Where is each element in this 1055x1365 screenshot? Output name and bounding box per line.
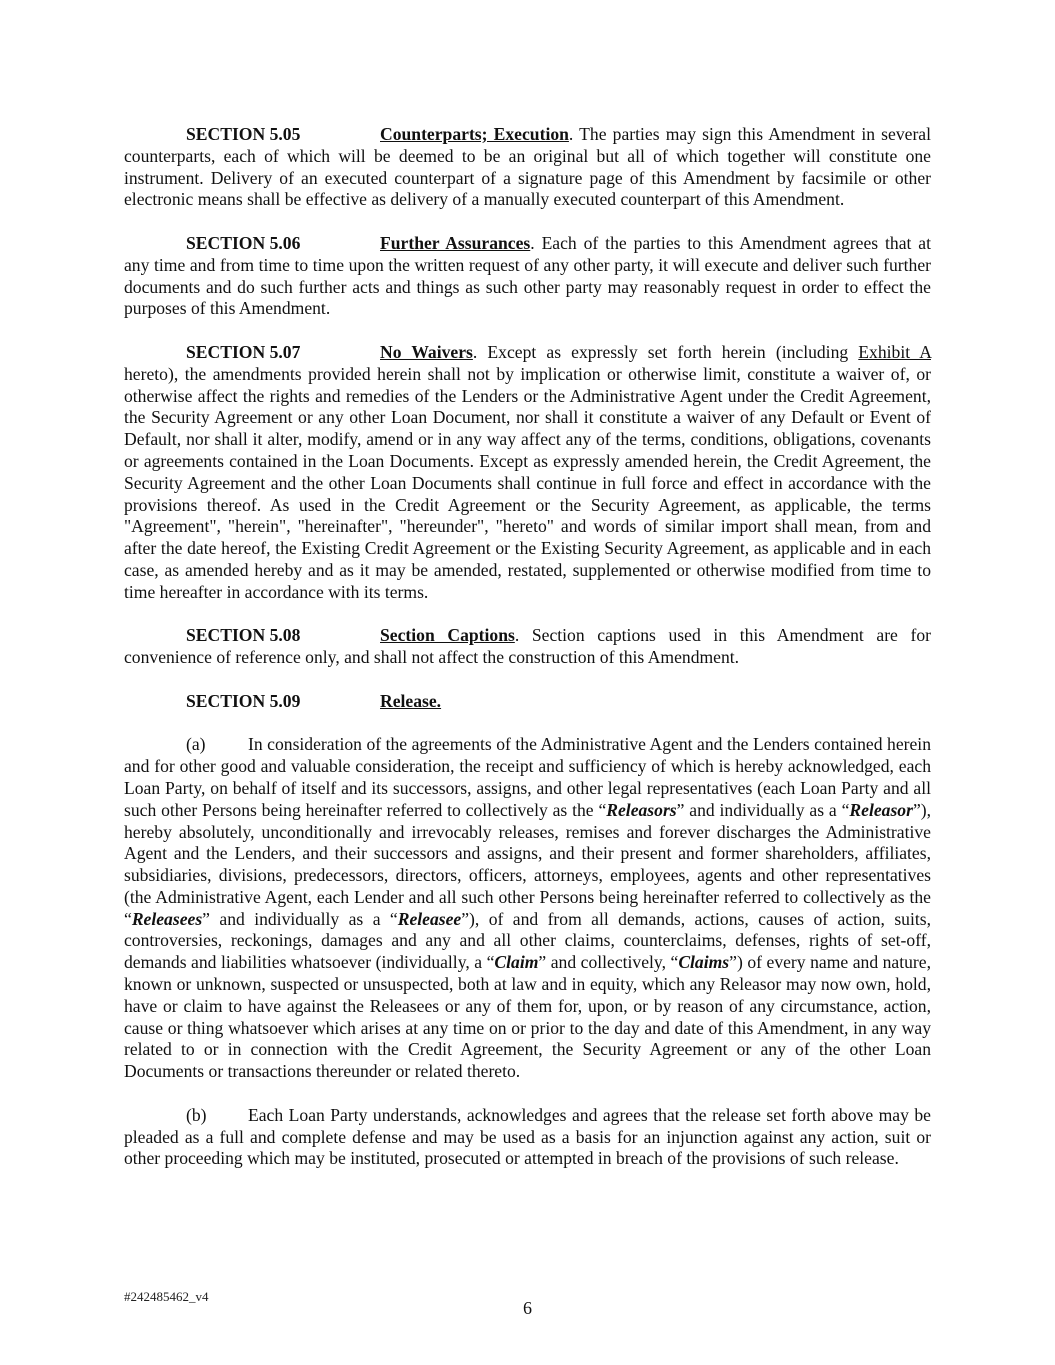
section-text: . Section captions used in this Amendment are for convenience of reference only, and shall not affect the construction of this Amendment.: [124, 625, 931, 668]
paragraph-text: ”) of every name and nature, known or unknown, suspected or unsuspected, both at law and in equity, which any Releasor may now own, hold, have or claim to have against the Releasees or any of them for, upon, or by reason of any circumstance, action, cause or thing whatsoever which arises at any time on or prior to the day and date of this Amendment, in any way related to or in connection with the Credit Agreement, the Security Agreement or any of the other Loan Documents or transactions thereunder or related thereto.: [124, 952, 931, 1082]
page-number: 6: [523, 1298, 532, 1318]
section-5-05: [124, 124, 931, 211]
section-number: SECTION 5.06: [186, 232, 301, 253]
document-body: [124, 124, 931, 1192]
paragraph-text: ”), hereby absolutely, unconditionally and irrevocably releases, remises and forever discharges the Administrative Agent and the Lenders, and their successors and assigns, and their present and former shareholders, affiliates, subsidiaries, divisions, predecessors, directors, officers, attorneys, employees, agents and other representatives (the Administrative Agent, each Lender and all such other Persons being hereinafter referred to collectively as the “: [124, 799, 932, 929]
section-number: SECTION 5.09: [186, 690, 301, 711]
exhibit-reference: Exhibit A: [858, 341, 931, 362]
section-number: SECTION 5.05: [186, 124, 301, 144]
section-number: SECTION 5.08: [186, 625, 301, 646]
section-title: Further Assurances: [380, 232, 531, 253]
defined-term: Releasors: [606, 799, 677, 820]
paragraph-text: ”), of and from all demands, actions, causes of action, suits, controversies, reckonings, damages and any and all other claims, counterclaims, defenses, rights of set-off, demands and liabilities whatsoever (individually, a “: [124, 908, 931, 973]
paragraph-a: [124, 734, 931, 1083]
defined-term: Claim: [494, 952, 539, 973]
defined-term: Releasor: [849, 799, 913, 820]
defined-term: Releasee: [397, 908, 462, 929]
paragraph-label: (a): [186, 734, 206, 755]
paragraph-text: ” and individually as a “: [202, 908, 398, 929]
section-5-08: [124, 625, 931, 669]
paragraph-text: ” and individually as a “: [676, 799, 850, 820]
paragraph-text: In consideration of the agreements of the Administrative Agent and the Lenders contained herein and for other good and valuable consideration, the receipt and sufficiency of which is hereby acknowledged, each Loan Party, on behalf of itself and its successors, assigns, and other legal representatives (each Loan Party and all such other Persons being hereinafter referred to collectively as the “: [124, 734, 931, 820]
defined-term: Releasees: [131, 908, 203, 929]
section-text: . The parties may sign this Amendment in several counterparts, each of which will be deemed to be an original but all of which together will constitute one instrument. Delivery of an executed counterpart of a signature page of this Amendment by facsimile or other electronic means shall be effective as delivery of a manually executed counterpart of this Amendment.: [124, 124, 931, 210]
section-title: Counterparts; Execution: [380, 124, 569, 144]
section-5-09: [124, 691, 931, 713]
section-text: . Except as expressly set forth herein (including: [472, 341, 859, 362]
paragraph-b: [124, 1105, 931, 1170]
section-number: SECTION 5.07: [186, 341, 301, 362]
section-text: hereto), the amendments provided herein shall not by implication or otherwise limit, constitute a waiver of, or otherwise affect the rights and remedies of the Lenders or the Administrative Agent under the Credit Agreement, the Security Agreement or any other Loan Document, nor shall it constitute a waiver of any Default or Event of Default, nor shall it alter, modify, amend or in any way affect any of the terms, conditions, obligations, covenants or agreements contained in the Loan Documents. Except as expressly amended herein, the Credit Agreement, the Security Agreement and the other Loan Documents shall continue in full force and effect in accordance with the provisions thereof. As used in the Credit Agreement or the Security Agreement, as applicable, the terms "Agreement", "herein", "hereinafter", "hereunder", "hereto" and words of similar import shall mean, from and after the date hereof, the Existing Credit Agreement or the Existing Security Agreement, as applicable and in each case, as amended hereby and as it may be amended, restated, supplemented or otherwise modified from time to time hereafter in accordance with its terms.: [124, 363, 931, 602]
section-5-07: [124, 342, 931, 604]
section-text: . Each of the parties to this Amendment agrees that at any time and from time to time upon the written request of any other party, it will execute and deliver such further documents and do such further acts and things as such other party may reasonably request in order to effect the purposes of this Amendment.: [124, 232, 931, 319]
section-title: Section Captions: [380, 625, 515, 646]
paragraph-label: (b): [186, 1104, 207, 1125]
section-5-06: [124, 233, 931, 320]
section-title: Release.: [380, 690, 442, 711]
document-id: #242485462_v4: [124, 1289, 209, 1304]
paragraph-text: Each Loan Party understands, acknowledges and agrees that the release set forth above may be pleaded as a full and complete defense and may be used as a basis for an injunction against any action, suit or other proceeding which may be instituted, prosecuted or attempted in breach of the provisions of such release.: [124, 1104, 931, 1169]
section-title: No Waivers: [380, 341, 473, 362]
paragraph-text: ” and collectively, “: [538, 952, 679, 973]
defined-term: Claims: [678, 952, 730, 973]
